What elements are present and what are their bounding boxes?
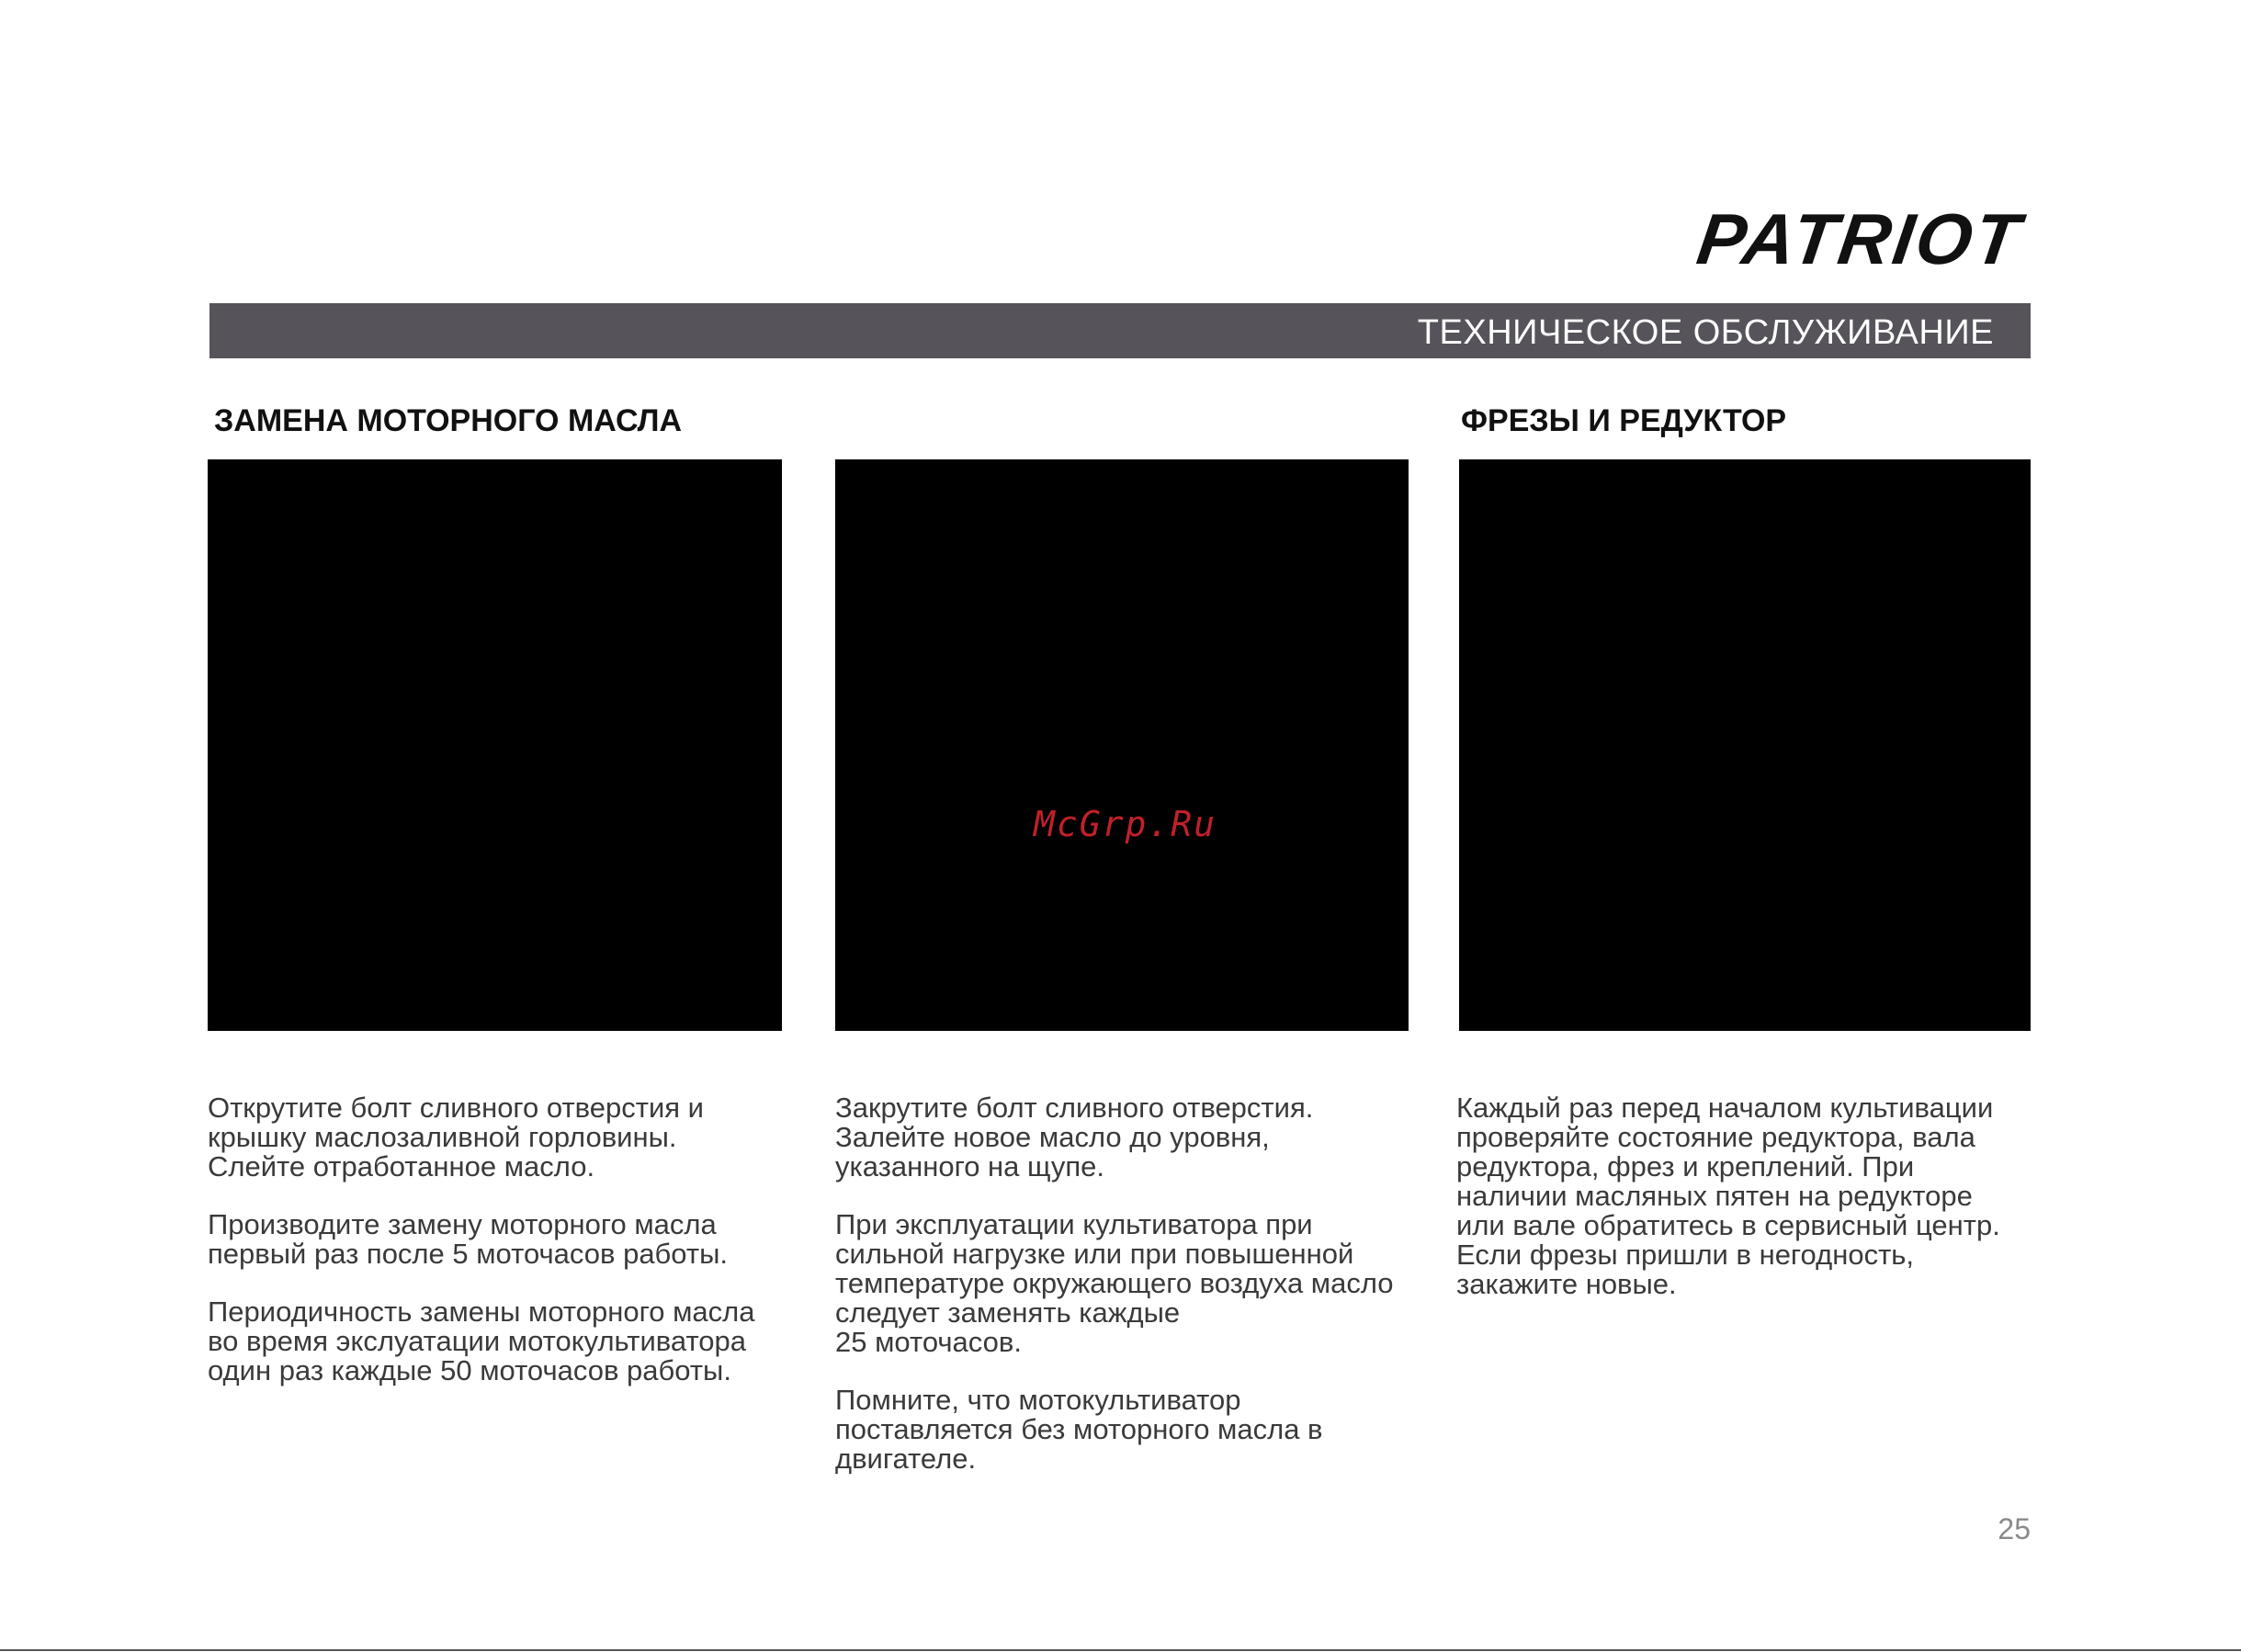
- paragraph: При эксплуатации культиватора при сильной нагрузке или при повышенной температуре окружающего воздуха масло следует заменять каждые 25 моточасов.: [835, 1208, 1394, 1358]
- section-header-bar: [209, 303, 2031, 358]
- heading-tillers-gearbox: ФРЕЗЫ И РЕДУКТОР: [1461, 403, 1787, 438]
- paragraph: Производите замену моторного масла первый раз после 5 моточасов работы.: [208, 1208, 728, 1270]
- paragraph: Каждый раз перед началом культивации проверяйте состояние редуктора, вала редуктора, фрез и креплений. При наличии масляных пятен на редукторе или вале обратитесь в сервисный центр. Если фрезы пришли в негодность, закажите новые.: [1456, 1092, 2000, 1300]
- photo-drain-bolt: [208, 459, 782, 1031]
- patriot-logo: PATRIOT: [1692, 198, 2028, 279]
- page-number: 25: [1998, 1512, 2031, 1545]
- section-header-title: ТЕХНИЧЕСКОЕ ОБСЛУЖИВАНИЕ: [1417, 313, 1994, 352]
- paragraph: Периодичность замены моторного масла во время экслуатации мотокультиватора один раз каждые 50 моточасов работы.: [208, 1296, 755, 1386]
- paragraph: Помните, что мотокультиватор поставляется без моторного масла в двигателе.: [835, 1384, 1323, 1475]
- text-column-middle: [835, 1093, 1442, 1502]
- heading-oil-change: ЗАМЕНА МОТОРНОГО МАСЛА: [214, 403, 683, 438]
- text-column-left: [208, 1093, 814, 1414]
- paragraph: Закрутите болт сливного отверстия. Залейте новое масло до уровня, указанного на щупе.: [835, 1092, 1314, 1182]
- text-column-right: [1456, 1093, 2054, 1328]
- watermark-text: McGrp.Ru: [1034, 804, 1217, 844]
- bottom-divider: [0, 1649, 2241, 1651]
- photo-gearbox: [1459, 459, 2031, 1031]
- photo-fill-oil: [835, 459, 1409, 1031]
- paragraph: Открутите болт сливного отверстия и крышку маслозаливной горловины. Слейте отработанное масло.: [208, 1092, 705, 1182]
